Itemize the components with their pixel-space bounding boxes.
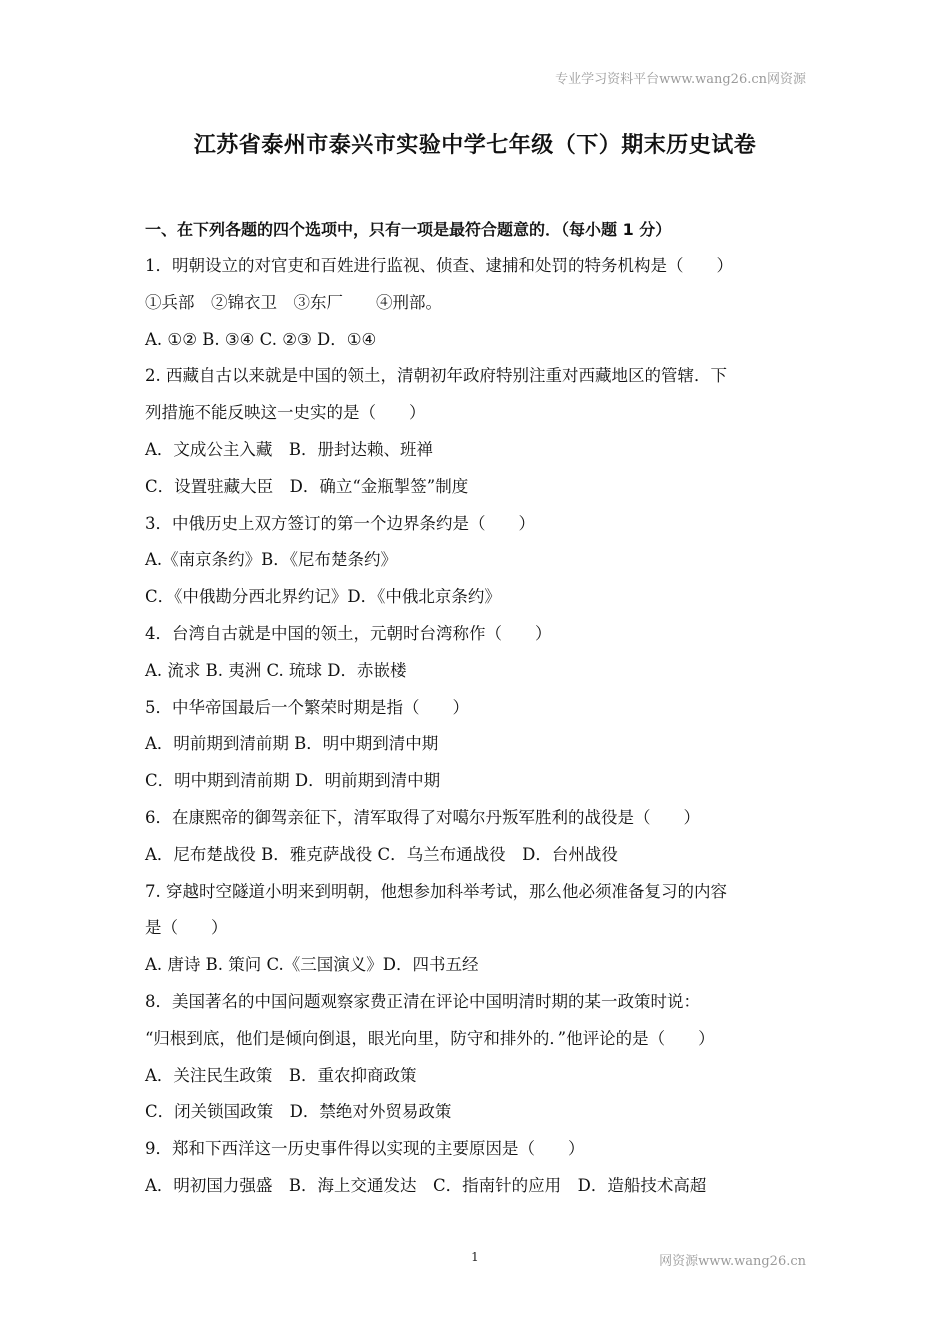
- text-line: 9．郑和下西洋这一历史事件得以实现的主要原因是（ ）: [145, 1139, 585, 1159]
- text-line: A．明初国力强盛 B．海上交通发达 C．指南针的应用 D．造船技术高超: [145, 1175, 707, 1195]
- footer-watermark: 网资源www.wang26.cn: [659, 1254, 806, 1269]
- page-number: 1: [471, 1250, 479, 1264]
- text-line: 5．中华帝国最后一个繁荣时期是指（ ）: [145, 697, 469, 717]
- text-line: A．关注民生政策 B．重农抑商政策: [145, 1065, 417, 1085]
- text-line: A．尼布楚战役 B．雅克萨战役 C．乌兰布通战役 D．台州战役: [145, 844, 618, 864]
- text-line: 2. 西藏自古以来就是中国的领土，清朝初年政府特别注重对西藏地区的管辖．下: [145, 366, 727, 386]
- text-line: ①兵部 ②锦衣卫 ③东厂 ④刑部。: [145, 292, 442, 312]
- text-line: A．文成公主入藏 B．册封达赖、班禅: [145, 439, 434, 459]
- text-line: C．《中俄勘分西北界约记》D．《中俄北京条约》: [145, 587, 501, 607]
- text-line: A. ①② B. ③④ C. ②③ D．①④: [145, 329, 377, 349]
- text-line: A. 流求 B. 夷洲 C. 琉球 D．赤嵌楼: [145, 660, 407, 680]
- text-line: 是（ ）: [145, 918, 228, 938]
- text-line: C．设置驻藏大臣 D．确立“金瓶掣签”制度: [145, 476, 469, 496]
- text-line: C．明中期到清前期 D．明前期到清中期: [145, 771, 441, 791]
- text-line: C．闭关锁国政策 D．禁绝对外贸易政策: [145, 1102, 452, 1122]
- text-line: A. 唐诗 B. 策问 C.《三国演义》D．四书五经: [145, 955, 479, 975]
- text-line: 8．美国著名的中国问题观察家费正清在评论中国明清时期的某一政策时说：: [145, 991, 700, 1011]
- question-body: [145, 212, 809, 1205]
- text-line: 3．中俄历史上双方签订的第一个边界条约是（ ）: [145, 513, 535, 533]
- text-line: 4．台湾自古就是中国的领土，元朝时台湾称作（ ）: [145, 623, 552, 643]
- text-line: “归根到底，他们是倾向倒退，眼光向里，防守和排外的．”他评论的是（ ）: [145, 1028, 715, 1048]
- section-heading: 一、在下列各题的四个选项中，只有一项是最符合题意的．（每小题 1 分）: [145, 220, 672, 239]
- text-line: 7. 穿越时空隧道小明来到明朝，他想参加科举考试，那么他必须准备复习的内容: [145, 881, 727, 901]
- text-line: 6．在康熙帝的御驾亲征下，清军取得了对噶尔丹叛军胜利的战役是（ ）: [145, 807, 700, 827]
- text-line: A．明前期到清前期 B．明中期到清中期: [145, 734, 439, 754]
- header-watermark: 专业学习资料平台www.wang26.cn网资源: [555, 72, 806, 87]
- text-line: A.《南京条约》B．《尼布楚条约》: [145, 550, 398, 570]
- text-line: 列措施不能反映这一史实的是（ ）: [145, 403, 426, 423]
- page-title: 江苏省泰州市泰兴市实验中学七年级（下）期末历史试卷: [193, 133, 757, 158]
- text-line: 1．明朝设立的对官吏和百姓进行监视、侦查、逮捕和处罚的特务机构是（ ）: [145, 256, 733, 275]
